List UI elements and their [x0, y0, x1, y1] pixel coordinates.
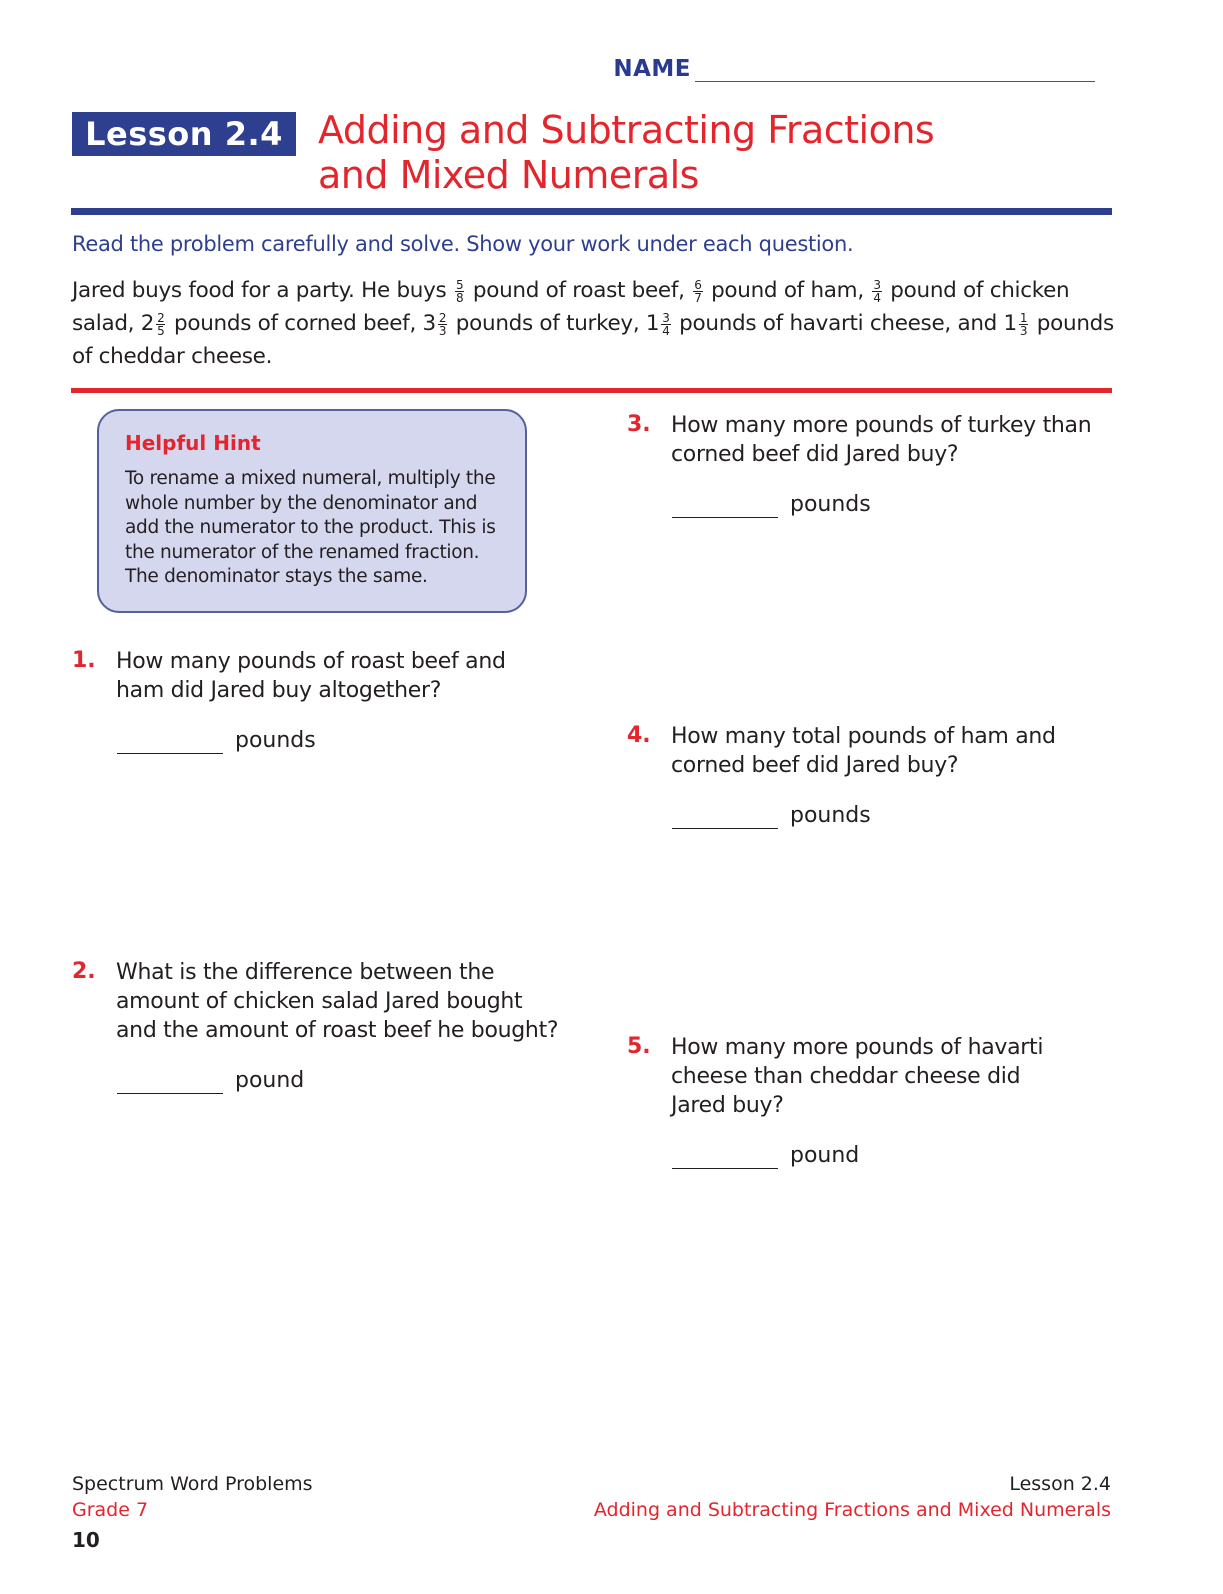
- question-text: What is the difference between the amount of chicken salad Jared bought and the amount of roast beef he bought?: [116, 960, 559, 1043]
- answer-unit: pound: [790, 1143, 860, 1168]
- question-number: 1.: [72, 648, 96, 673]
- question-text: How many more pounds of havarti cheese than cheddar cheese did Jared buy?: [671, 1035, 1044, 1118]
- name-line[interactable]: [695, 59, 1095, 82]
- answer-blank[interactable]: [117, 731, 223, 754]
- helpful-hint-box: [97, 409, 527, 613]
- problem-statement: [72, 274, 1117, 373]
- question-number: 2.: [72, 959, 96, 984]
- fraction: $\frac{6}{7}$: [694, 277, 702, 305]
- answer-3: [672, 492, 871, 518]
- footer-lesson-title: Adding and Subtracting Fractions and Mixed Numerals: [593, 1499, 1111, 1521]
- answer-blank[interactable]: [117, 1071, 223, 1094]
- problem-text: pounds of cheddar cheese.: [72, 311, 1114, 369]
- fraction: $\frac{3}{4}$: [873, 277, 881, 305]
- answer-unit: pounds: [790, 803, 871, 828]
- question-number: 5.: [627, 1034, 651, 1059]
- title-line-2: and Mixed Numerals: [318, 153, 699, 197]
- question-number: 4.: [627, 723, 651, 748]
- answer-unit: pound: [235, 1068, 305, 1093]
- instructions: Read the problem carefully and solve. Show your work under each question.: [72, 232, 854, 256]
- hint-title: Helpful Hint: [125, 431, 261, 455]
- question-number: 3.: [627, 412, 651, 437]
- hint-text: To rename a mixed numeral, multiply the whole number by the denominator and add the numerator to the product. This is the numerator of the renamed fraction. The denominator stays the same.: [125, 468, 496, 587]
- problem-text: pounds of havarti cheese, and 1: [679, 311, 1017, 336]
- problem-text: Jared buys food for a party. He buys: [72, 278, 447, 303]
- fraction: $\frac{2}{3}$: [438, 310, 447, 338]
- fraction: $\frac{2}{5}$: [157, 310, 165, 338]
- fraction: $\frac{3}{4}$: [662, 310, 670, 338]
- name-label: NAME: [613, 56, 691, 82]
- lesson-badge: Lesson 2.4: [72, 112, 296, 156]
- answer-4: [672, 803, 871, 829]
- answer-5: [672, 1143, 859, 1169]
- question-3: [627, 411, 1117, 469]
- blue-divider: [71, 208, 1112, 215]
- title-line-1: Adding and Subtracting Fractions: [318, 108, 935, 152]
- name-field: [613, 56, 1095, 82]
- book-title: Spectrum Word Problems: [72, 1473, 313, 1495]
- page-number: 10: [72, 1528, 100, 1552]
- question-1: [72, 647, 562, 705]
- answer-unit: pounds: [235, 728, 316, 753]
- question-5: [627, 1033, 1117, 1120]
- page-title: [318, 108, 1018, 198]
- problem-text: pound of ham,: [711, 278, 864, 303]
- answer-blank[interactable]: [672, 1146, 778, 1169]
- footer-right: [594, 1471, 1111, 1523]
- grade-label: Grade 7: [72, 1499, 149, 1521]
- question-4: [627, 722, 1117, 780]
- answer-blank[interactable]: [672, 495, 778, 518]
- question-text: How many pounds of roast beef and ham did Jared buy altogether?: [116, 649, 506, 703]
- answer-1: [117, 728, 316, 754]
- red-divider: [71, 388, 1112, 393]
- problem-text: pounds of corned beef, 3: [174, 311, 436, 336]
- question-2: [72, 958, 562, 1045]
- question-text: How many total pounds of ham and corned beef did Jared buy?: [671, 724, 1056, 778]
- fraction: $\frac{1}{3}$: [1019, 310, 1028, 338]
- footer-left: [72, 1471, 313, 1523]
- footer-lesson: Lesson 2.4: [1009, 1473, 1111, 1495]
- answer-2: [117, 1068, 304, 1094]
- problem-text: pound of roast beef,: [472, 278, 685, 303]
- answer-unit: pounds: [790, 492, 871, 517]
- problem-text: pound of chicken salad, 2: [72, 278, 1070, 336]
- problem-text: pounds of turkey, 1: [455, 311, 660, 336]
- answer-blank[interactable]: [672, 806, 778, 829]
- question-text: How many more pounds of turkey than corned beef did Jared buy?: [671, 413, 1092, 467]
- fraction: $\frac{5}{8}$: [455, 277, 464, 305]
